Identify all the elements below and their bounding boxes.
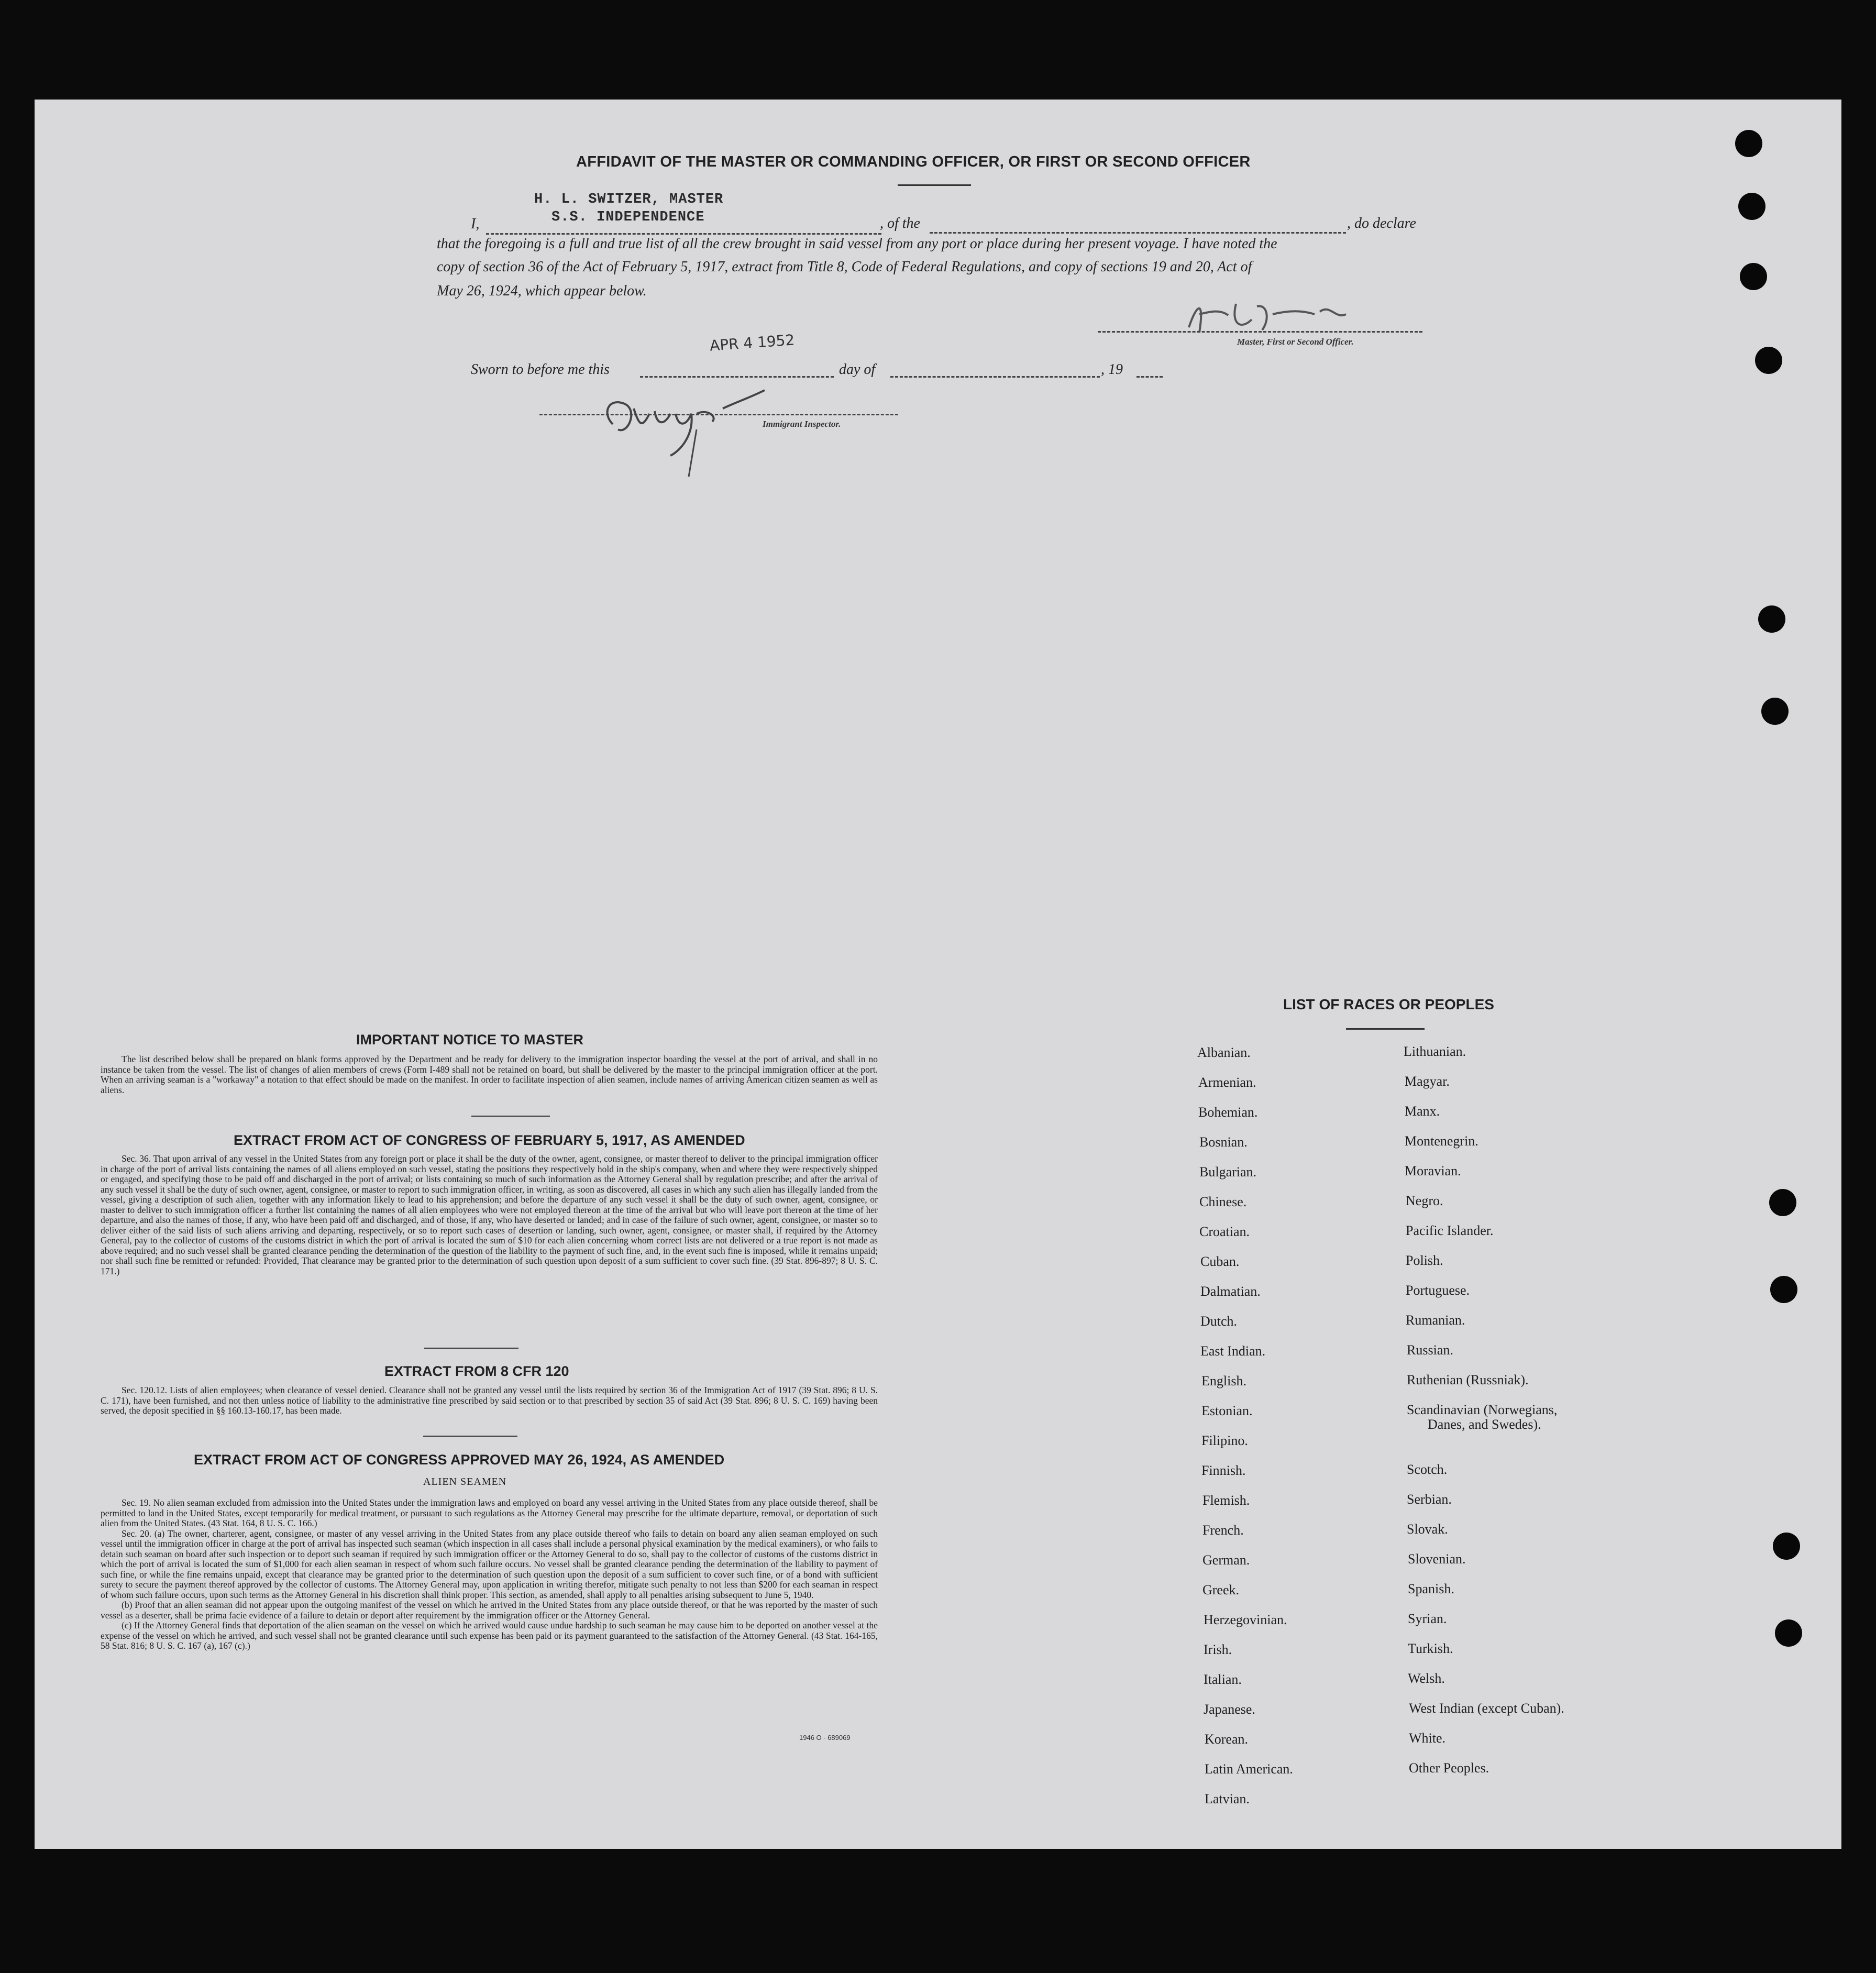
- race-item: Latin American.: [1205, 1761, 1293, 1777]
- race-item: Croatian.: [1199, 1224, 1250, 1239]
- affidavit-do-declare: , do declare: [1347, 215, 1416, 232]
- vessel-line: [930, 232, 1346, 234]
- race-item: English.: [1201, 1373, 1246, 1388]
- punch-hole: [1738, 193, 1765, 220]
- race-item: Other Peoples.: [1409, 1760, 1489, 1776]
- cfr-title: EXTRACT FROM 8 CFR 120: [384, 1363, 569, 1379]
- extract-1924-text: [101, 1498, 878, 1651]
- punch-hole: [1761, 698, 1789, 725]
- race-item: West Indian (except Cuban).: [1409, 1701, 1564, 1716]
- affidavit-i-label: I,: [471, 216, 480, 232]
- race-item: Russian.: [1407, 1342, 1453, 1358]
- race-item: Bohemian.: [1198, 1105, 1258, 1120]
- race-item: Albanian.: [1197, 1045, 1251, 1060]
- race-item: Manx.: [1405, 1104, 1440, 1119]
- race-item: Slovenian.: [1408, 1551, 1466, 1567]
- typed-vessel: S.S. INDEPENDENCE: [551, 210, 705, 225]
- master-signature-line: [1098, 331, 1422, 333]
- affidavit-title: AFFIDAVIT OF THE MASTER OR COMMANDING OFFICER, OR FIRST OR SECOND OFFICER: [576, 153, 1251, 170]
- race-item: Montenegrin.: [1405, 1133, 1478, 1149]
- race-item: Scotch.: [1407, 1462, 1448, 1477]
- race-item: Italian.: [1204, 1672, 1242, 1687]
- race-item: Latvian.: [1205, 1791, 1250, 1806]
- race-item: Bosnian.: [1199, 1134, 1248, 1150]
- punch-hole: [1769, 1189, 1796, 1216]
- race-item: Bulgarian.: [1199, 1164, 1257, 1180]
- race-item: Japanese.: [1204, 1702, 1255, 1717]
- extract-1924-subtitle: ALIEN SEAMEN: [423, 1476, 507, 1487]
- section-20b: (b) Proof that an alien seaman did not appear upon the outgoing manifest of the vessel on which he arrived in the United States from any place outside thereof, or that he was reported by the master of such vessel as a deserter, shall be prima facie evidence of a failure to detain or deport after requirement by the immigration officer or the Attorney General.: [101, 1600, 878, 1621]
- master-signature: [1178, 283, 1388, 346]
- race-item: Dalmatian.: [1200, 1284, 1261, 1299]
- race-item: Scandinavian (Norwegians,: [1407, 1402, 1558, 1417]
- punch-hole: [1773, 1533, 1800, 1560]
- race-item: Syrian.: [1408, 1611, 1447, 1626]
- race-item: Magyar.: [1405, 1074, 1450, 1089]
- race-item: Flemish.: [1202, 1493, 1250, 1508]
- races-title: LIST OF RACES OR PEOPLES: [1283, 996, 1494, 1012]
- race-item: Lithuanian.: [1404, 1044, 1466, 1059]
- extract-1917-text: Sec. 36. That upon arrival of any vessel in the United States from any foreign port or place it shall be the duty of the owner, agent, consignee, or master thereof to deliver to the principal immigration officer in charge of the port of arrival lists containing the names of all aliens employed on such vessel, stating the positions they respectively hold in the ship's company, when and where they were respectively shipped or engaged, and specifying those to be paid off and discharged in the port of arrival; or lists containing so much of such information as the Attorney General shall by regulation prescribe; and after the arrival of any such vessel it shall be the duty of such owner, agent, consignee, or master to report to such immigration officer, in writing, as soon as discovered, all cases in which any such alien has illegally landed from the vessel, giving a description of such alien, together with any information likely to lead to his apprehension; and before the departure of any such vessel it shall be the duty of such owner, agent, consignee, or master to deliver to such immigration officer a further list containing the names of all alien employees who were not employed thereon at the time of the arrival but who will leave port thereon at the time of her departure, and also the names of those, if any, who have been paid off and discharged, and of those, if any, who have deserted or landed; and in case of the failure of such owner, agent, consignee, or master so to deliver either of the said lists of such aliens arriving and departing, respectively, or so to report such cases of desertion or landing, such owner, agent, consignee, or master shall, if required by the Attorney General, pay to the collector of customs of the customs district in which the port of arrival is located the sum of $10 for each alien concerning whom correct lists are not delivered or a true report is not made as above required; and no such vessel shall be granted clearance pending the determination of the question of the liability to the payment of such fine, and, in the event such fine is imposed, while it remains unpaid; nor shall such fine be remitted or refunded: Provided, That clearance may be granted prior to the determination of such question upon deposit of a sum sufficient to cover such fine. (39 Stat. 896-897; 8 U. S. C. 171.): [101, 1153, 878, 1276]
- race-item: Rumanian.: [1406, 1313, 1465, 1328]
- affidavit-body-line1: that the foregoing is a full and true list of all the crew brought in said vessel from any port or place during her present voyage. I have noted the: [437, 236, 1277, 252]
- inspector-caption: Immigrant Inspector.: [763, 419, 841, 429]
- inspector-signature-line: [539, 414, 898, 415]
- race-item: Filipino.: [1201, 1433, 1248, 1448]
- race-item: Spanish.: [1408, 1581, 1454, 1596]
- affidavit-of-the-label: , of the: [880, 215, 920, 232]
- name-line: [486, 233, 881, 235]
- race-item: Dutch.: [1200, 1314, 1238, 1329]
- year-label: , 19: [1101, 361, 1123, 378]
- notice-text: The list described below shall be prepared on blank forms approved by the Department and be ready for delivery to the immigration inspector boarding the vessel at the port of arrival, and shall in no instance be taken from the vessel. The list of changes of alien members of crews (Form I-489 shall not be retained on board, but shall be delivered by the master to the principal immigration officer at the port. When an arriving seaman is a "workaway" a notation to that effect should be made on the manifest. In order to facilitate inspection of alien seamen, include names of arriving American citizen seamen as well as aliens.: [101, 1054, 878, 1095]
- race-item: Moravian.: [1405, 1163, 1461, 1178]
- race-item: Estonian.: [1201, 1403, 1253, 1418]
- punch-hole: [1740, 263, 1767, 290]
- race-item: Slovak.: [1407, 1522, 1448, 1537]
- races-rule: [1346, 1028, 1425, 1030]
- print-code: 1946 O - 689069: [799, 1734, 851, 1741]
- race-item: East Indian.: [1200, 1343, 1266, 1359]
- race-item: Irish.: [1204, 1642, 1232, 1657]
- year-line: [1136, 376, 1163, 378]
- section-20c: (c) If the Attorney General finds that deportation of the alien seaman on the vessel on which he arrived would cause undue hardship to such seaman he may cause him to be deported on another vessel at the expense of the vessel on which he arrived, and such vessel shall not be granted clearance until such expense has been paid or its payment guaranteed to the satisfaction of the Attorney General. (43 Stat. 164-165, 58 Stat. 816; 8 U. S. C. 167 (a), 167 (c).): [101, 1620, 878, 1651]
- race-item: Serbian.: [1407, 1492, 1452, 1507]
- race-item: White.: [1409, 1730, 1446, 1746]
- inspector-signature: [592, 377, 822, 482]
- typed-name: H. L. SWITZER, MASTER: [534, 192, 724, 207]
- rule: [423, 1436, 517, 1437]
- race-item: Chinese.: [1199, 1194, 1247, 1209]
- affidavit-body-line2: copy of section 36 of the Act of February 5, 1917, extract from Title 8, Code of Federal Regulations, and copy of sections 19 and 20, Act of: [437, 259, 1252, 275]
- race-item: French.: [1202, 1523, 1244, 1538]
- master-caption: Master, First or Second Officer.: [1237, 337, 1354, 347]
- race-item: Greek.: [1202, 1582, 1240, 1597]
- race-item: Cuban.: [1200, 1254, 1240, 1269]
- race-item: Polish.: [1406, 1253, 1443, 1268]
- race-item: Finnish.: [1201, 1463, 1246, 1478]
- notice-title: IMPORTANT NOTICE TO MASTER: [356, 1032, 583, 1048]
- extract-1924-title: EXTRACT FROM ACT OF CONGRESS APPROVED MAY 26, 1924, AS AMENDED: [194, 1452, 725, 1468]
- section-19: Sec. 19. No alien seaman excluded from admission into the United States under the immigration laws and employed on board any vessel arriving in the United States from any place outside thereof, shall be permitted to land in the United States, except temporarily for medical treatment, or pursuant to such regulations as the Attorney General may prescribe for the ultimate departure, removal, or deportation of such alien from the United States. (43 Stat. 164, 8 U. S. C. 166.): [101, 1497, 878, 1528]
- rule: [424, 1348, 518, 1349]
- affidavit-body-line3: May 26, 1924, which appear below.: [437, 283, 647, 299]
- punch-hole: [1755, 347, 1782, 374]
- extract-1917-title: EXTRACT FROM ACT OF CONGRESS OF FEBRUARY 5, 1917, AS AMENDED: [234, 1132, 745, 1148]
- punch-hole: [1735, 130, 1762, 157]
- date-stamp: APR 4 1952: [709, 331, 796, 355]
- race-item: Danes, and Swedes).: [1428, 1417, 1541, 1432]
- race-item: Turkish.: [1408, 1641, 1453, 1656]
- race-item: Korean.: [1205, 1732, 1249, 1747]
- race-item: Herzegovinian.: [1204, 1612, 1287, 1627]
- day-of-label: day of: [839, 361, 876, 378]
- race-item: Portuguese.: [1406, 1283, 1470, 1298]
- race-item: German.: [1202, 1552, 1250, 1568]
- cfr-text: Sec. 120.12. Lists of alien employees; when clearance of vessel denied. Clearance shall not be granted any vessel until the lists required by section 36 of the Immigration Act of 1917 (39 Stat. 896; 8 U. S. C. 171), have been furnished, and not then unless notice of liability to the administrative fine prescribed by said section or to that prescribed by section 35 of said Act (39 Stat. 896; 8 U. S. C. 169) having been served, the deposit specified in §§ 160.13-160.17, has been made.: [101, 1385, 878, 1416]
- section-20a: Sec. 20. (a) The owner, charterer, agent, consignee, or master of any vessel arriving in the United States from any place outside thereof who fails to detain on board any alien seaman employed on such vessel until the immigration officer in charge at the port of arrival has inspected such seaman (which inspection in all cases shall include a personal physical examination by the medical examiners), or who fails to detain such seaman on board after such inspection or to deport such seaman if required by such immigration officer or the Attorney General to do so, shall pay to the collector of customs of the customs district in which the port of arrival is located the sum of $1,000 for each alien seaman in respect of whom such failure occurs. No vessel shall be granted clearance pending the determination of the liability to payment of such fine, or while the fine remains unpaid, except that clearance may be granted prior to the determination of such question upon the deposit of a sum sufficient to cover such fine, or of a bond with sufficient surety to secure the payment thereof approved by the collector of customs. The Attorney General may, upon application in writing therefor, mitigate such penalty to not less than $200 for each seaman in respect of whom such failure occurs, upon such terms as the Attorney General in his discretion shall think proper. This section, as amended, shall apply to all penalties arising subsequent to June 5, 1940.: [101, 1528, 878, 1600]
- punch-hole: [1770, 1276, 1797, 1303]
- punch-hole: [1775, 1619, 1802, 1647]
- race-item: Ruthenian (Russniak).: [1407, 1372, 1529, 1387]
- rule: [471, 1116, 550, 1117]
- punch-hole: [1758, 605, 1785, 633]
- race-item: Welsh.: [1408, 1671, 1445, 1686]
- race-item: Negro.: [1406, 1193, 1443, 1208]
- title-rule: [898, 184, 971, 186]
- month-line: [890, 376, 1100, 378]
- sworn-label: Sworn to before me this: [471, 361, 610, 378]
- race-item: Armenian.: [1198, 1075, 1256, 1090]
- race-item: Pacific Islander.: [1406, 1223, 1494, 1238]
